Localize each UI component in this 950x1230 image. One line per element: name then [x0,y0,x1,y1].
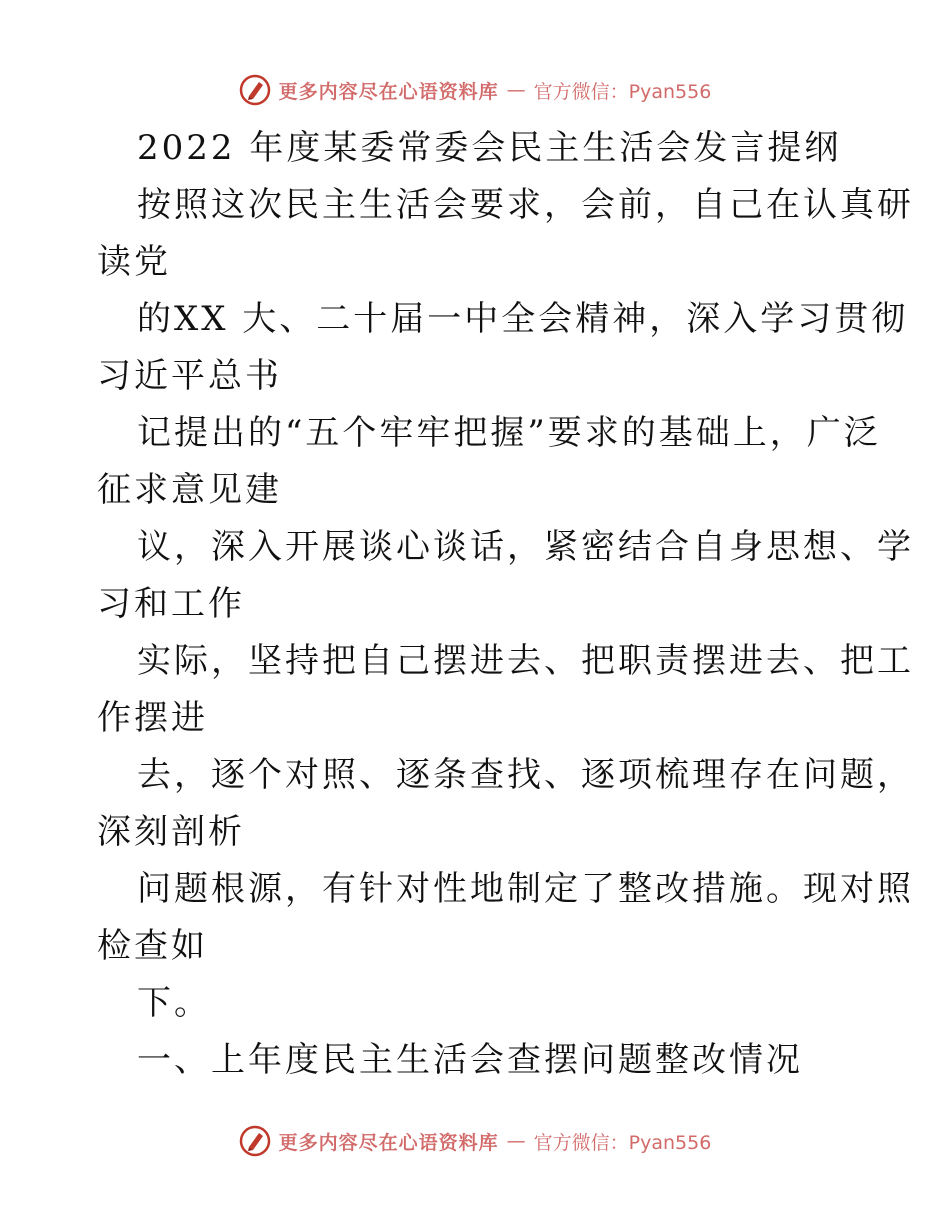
text-line: 检查如 [97,926,208,966]
text-line: 习近平总书 [97,356,282,396]
document-title: 2022 年度某委常委会民主生活会发言提纲 [137,128,842,168]
watermark-contact: 官方微信：Pyan556 [533,80,712,103]
text-line: 实际，坚持把自己摆进去、把职责摆进去、把工 [137,641,914,681]
text-line: 深刻剖析 [97,812,245,852]
document-body [97,120,914,1089]
footer-watermark [0,1121,950,1161]
watermark-separator: — [506,1130,526,1152]
pen-logo-icon [239,1125,271,1157]
text-line: 去，逐个对照、逐条查找、逐项梳理存在问题， [137,755,914,795]
text-line: 记提出的“五个牢牢把握”要求的基础上，广泛 [137,413,881,453]
text-line: 习和工作 [97,584,245,624]
text-line: 作摆进 [97,698,208,738]
header-watermark [0,70,950,110]
pen-logo-icon [239,74,271,106]
text-line: 读党 [97,242,171,282]
text-line: 议，深入开展谈心谈话，紧密结合自身思想、学 [137,527,914,567]
text-line: 按照这次民主生活会要求，会前，自己在认真研 [137,185,914,225]
text-line: 问题根源，有针对性地制定了整改措施。现对照 [137,869,914,909]
watermark-contact: 官方微信：Pyan556 [533,1131,712,1154]
watermark-separator: — [506,79,526,101]
text-line: 下。 [137,983,211,1023]
text-line: 一、上年度民主生活会查摆问题整改情况 [137,1040,803,1080]
watermark-brand: 更多内容尽在心语资料库 [278,1131,499,1154]
text-line: 的XX 大、二十届一中全会精神，深入学习贯彻 [137,299,909,339]
text-line: 征求意见建 [97,470,282,510]
watermark-brand: 更多内容尽在心语资料库 [278,80,499,103]
